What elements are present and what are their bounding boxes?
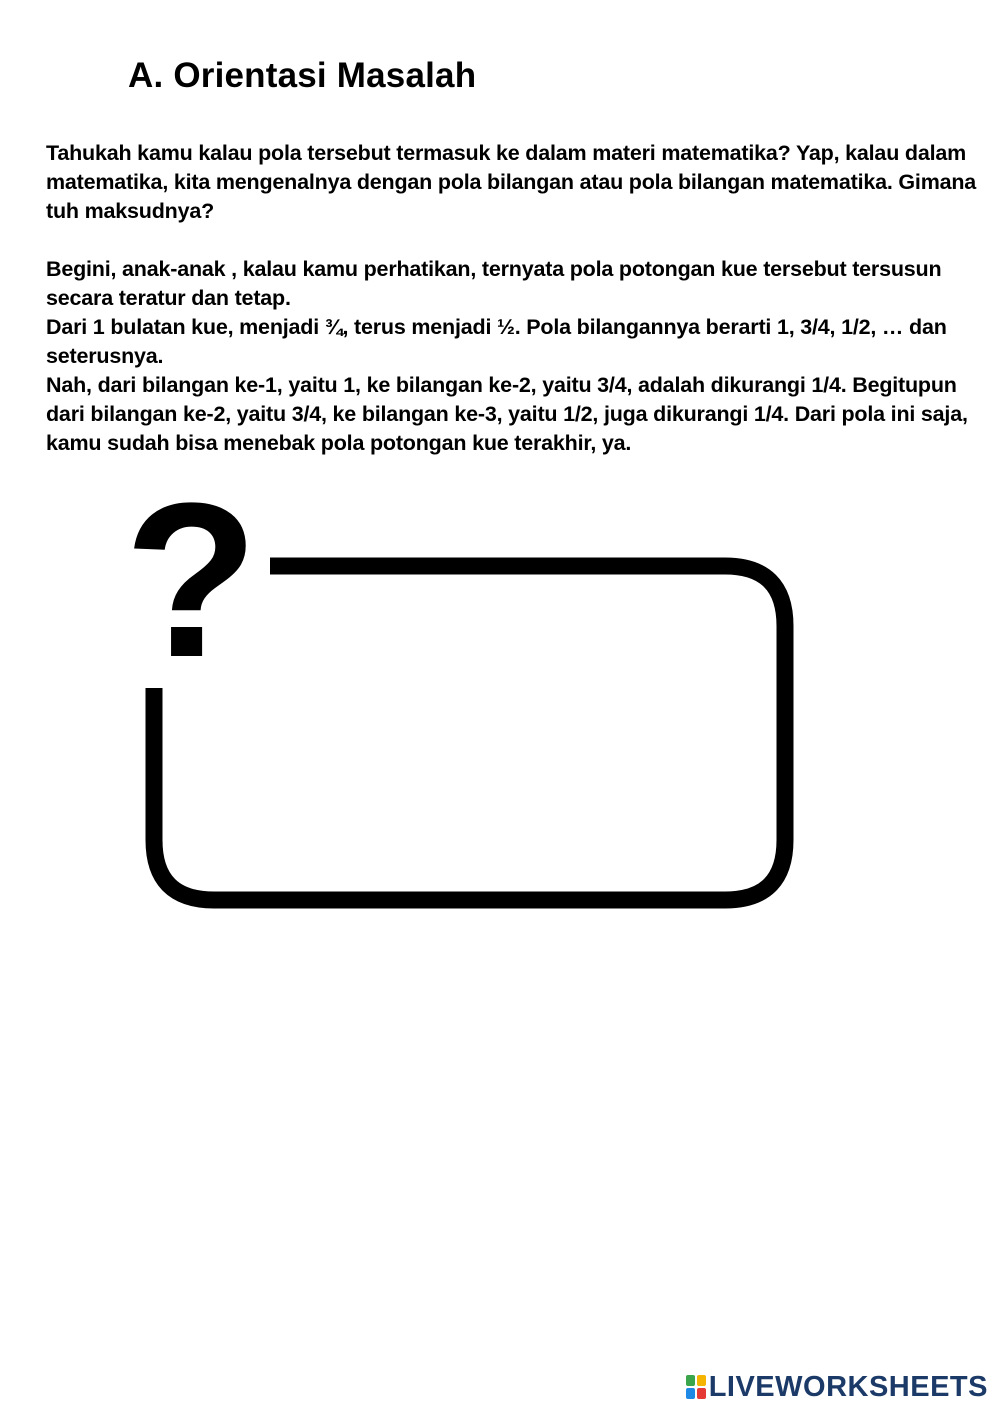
liveworksheets-logo[interactable]	[686, 1370, 988, 1404]
body-text	[46, 139, 986, 458]
paragraph-gap	[46, 226, 986, 255]
paragraph-intro: Tahukah kamu kalau pola tersebut termasuk ke dalam materi matematika? Yap, kalau dalam matematika, kita mengenalnya dengan pola bilangan atau pola bilangan matematika. Gimana tuh maksudnya?	[46, 141, 977, 223]
logo-text: LIVEWORKSHEETS	[708, 1370, 988, 1403]
paragraph-pattern: Begini, anak-anak , kalau kamu perhatikan, ternyata pola potongan kue tersebut tersusun secara teratur dan tetap.	[46, 257, 942, 310]
logo-badge-icon	[686, 1375, 706, 1399]
logo-square-yellow	[697, 1375, 706, 1386]
paragraph-sequence: Dari 1 bulatan kue, menjadi ¾, terus menjadi ½. Pola bilangannya berarti 1, 3/4, 1/2, … dan seterusnya.	[46, 315, 947, 368]
paragraph-difference: Nah, dari bilangan ke-1, yaitu 1, ke bilangan ke-2, yaitu 3/4, adalah dikurangi 1/4. Begitupun dari bilangan ke-2, yaitu 3/4, ke bilangan ke-3, yaitu 1/2, juga dikurangi 1/4. Dari pola ini saja, kamu sudah bisa menebak pola potongan kue terakhir, ya.	[46, 373, 968, 455]
logo-square-red	[697, 1388, 706, 1399]
question-mark-icon: ?	[124, 457, 259, 703]
page-title: A. Orientasi Masalah	[128, 56, 477, 95]
logo-square-blue	[686, 1388, 695, 1399]
logo-square-green	[686, 1375, 695, 1386]
